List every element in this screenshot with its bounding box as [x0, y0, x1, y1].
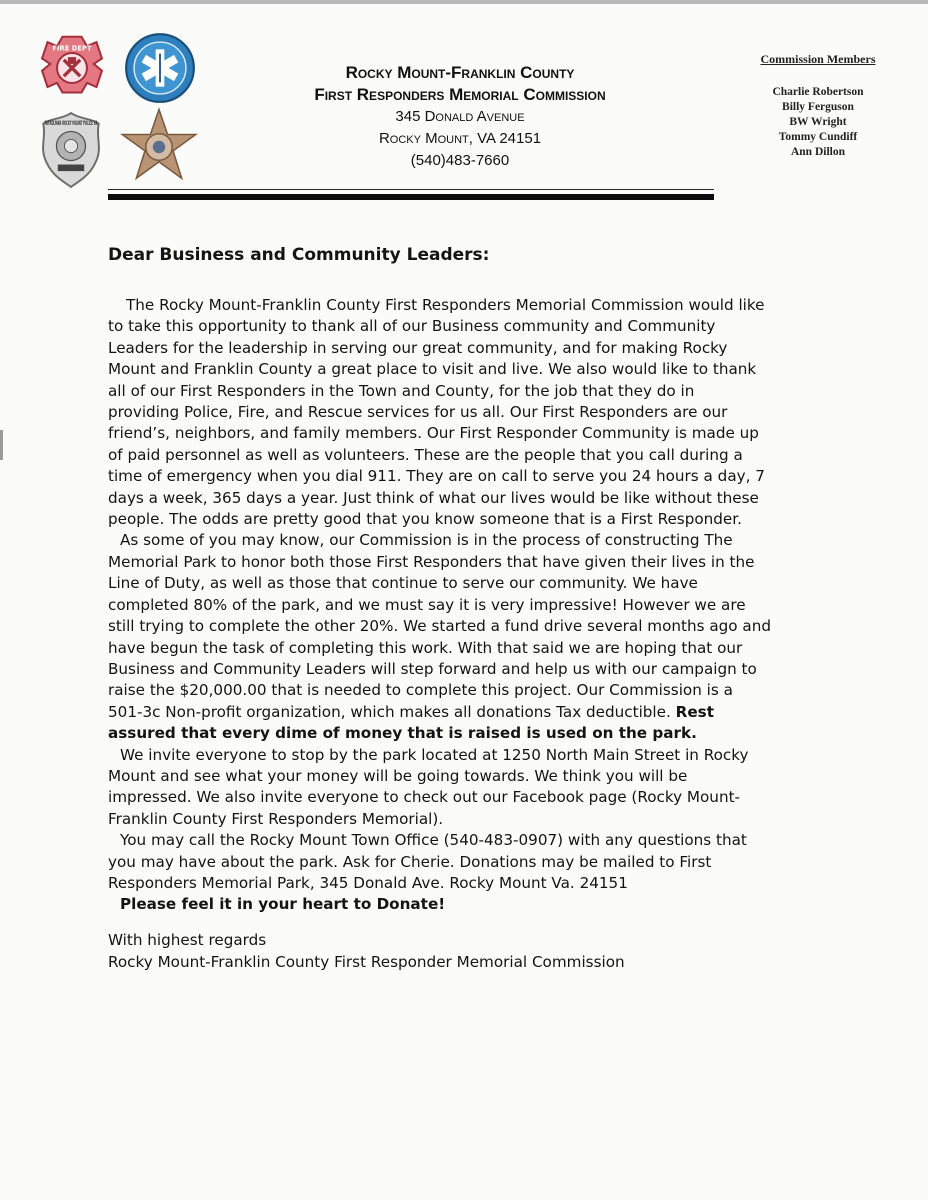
body-line: providing Police, Fire, and Rescue services for us all. Our First Responders are our: [108, 403, 728, 422]
member-name: Ann Dillon: [790, 146, 845, 158]
org-name-line1: Rocky Mount-Franklin County: [345, 63, 575, 82]
body-line: Franklin County First Responders Memorial).: [108, 809, 444, 828]
body-line: Responders Memorial Park, 345 Donald Ave. Rocky Mount Va. 24151: [108, 873, 628, 892]
body-line: You may call the Rocky Mount Town Office (540-483-0907) with any questions that: [120, 831, 747, 850]
closing-phrase: With highest regards: [108, 931, 267, 949]
fire-department-logo-icon: [38, 34, 106, 102]
street-address: 345 Donald Avenue: [395, 108, 525, 125]
body-line: days a week, 365 days a year. Just think of what our lives would be like without these: [108, 488, 759, 507]
body-line: Mount and Franklin County a great place to visit and live. We also would like to thank: [108, 360, 757, 379]
member-name: Tommy Cundiff: [778, 131, 858, 143]
member-name: Charlie Robertson: [772, 86, 864, 98]
body-line: Business and Community Leaders will step forward and help us with our campaign to: [108, 659, 757, 678]
body-line: you may have about the park. Ask for Cherie. Donations may be mailed to First: [108, 852, 712, 871]
police-logo-text: PATROLMAN ROCKY MOUNT POLICE VA: [44, 119, 98, 127]
body-line: raise the $20,000.00 that is needed to complete this project. Our Commission is a: [108, 681, 733, 700]
body-line: have begun the task of completing this work. With that said we are hoping that our: [108, 638, 743, 657]
commission-members: [738, 52, 898, 160]
ems-star-of-life-icon: [124, 32, 196, 104]
phone-number: (540)483-7660: [410, 152, 510, 169]
body-line: Mount and see what your money will be going towards. We think you will be: [108, 766, 688, 785]
member-name: BW Wright: [789, 116, 847, 128]
body-line: to take this opportunity to thank all of our Business community and Community: [108, 317, 716, 336]
body-bold-text: Rest: [675, 702, 714, 721]
header-divider-thin: [108, 189, 714, 190]
donate-appeal: Please feel it in your heart to Donate!: [120, 895, 446, 914]
scan-mark: [0, 430, 3, 460]
letter-closing: [108, 929, 625, 973]
body-line: As some of you may know, our Commission is in the process of constructing The: [120, 531, 733, 550]
signature-line: Rocky Mount-Franklin County First Responder Memorial Commission: [108, 953, 625, 971]
logo-group: [30, 30, 210, 195]
body-line: We invite everyone to stop by the park located at 1250 North Main Street in Rocky: [120, 745, 749, 764]
body-line: friend’s, neighbors, and family members. Our First Responder Community is made up: [108, 424, 759, 443]
body-line: all of our First Responders in the Town and County, for the job that they do in: [108, 381, 695, 400]
body-bold-line: assured that every dime of money that is raised is used on the park.: [108, 724, 697, 743]
members-heading: Commission Members: [760, 52, 876, 66]
body-line: still trying to complete the other 20%. We started a fund drive several months ago and: [108, 617, 771, 636]
police-badge-icon: [38, 110, 104, 190]
city-state-zip: Rocky Mount, VA 24151: [378, 130, 542, 147]
salutation: Dear Business and Community Leaders:: [108, 245, 490, 265]
body-line: impressed. We also invite everyone to check out our Facebook page (Rocky Mount-: [108, 788, 740, 807]
scan-edge: [0, 0, 928, 4]
letterhead: [240, 62, 680, 172]
fire-logo-top-text: FIRE DEPT: [52, 44, 92, 53]
body-line: Leaders for the leadership in serving our great community, and for making Rocky: [108, 338, 728, 357]
body-line: [108, 702, 828, 723]
body-line: time of emergency when you dial 911. They are on call to serve you 24 hours a day, 7: [108, 467, 765, 486]
member-name: Billy Ferguson: [782, 101, 854, 113]
body-line: completed 80% of the park, and we must say it is very impressive! However we are: [108, 595, 746, 614]
letter-body: [108, 295, 828, 916]
body-line: people. The odds are pretty good that you know someone that is a First Responder.: [108, 510, 742, 529]
body-line: Memorial Park to honor both those First Responders that have given their lives in the: [108, 552, 755, 571]
org-name-line2: First Responders Memorial Commission: [314, 85, 606, 104]
body-line: of paid personnel as well as volunteers. These are the people that you call during a: [108, 445, 743, 464]
sheriff-star-icon: [120, 108, 198, 186]
body-line: The Rocky Mount-Franklin County First Responders Memorial Commission would like: [126, 296, 765, 314]
header-divider-thick: [108, 194, 714, 200]
body-line-text: 501-3c Non-profit organization, which makes all donations Tax deductible.: [108, 702, 676, 721]
body-line: Line of Duty, as well as those that continue to serve our community. We have: [108, 574, 698, 593]
